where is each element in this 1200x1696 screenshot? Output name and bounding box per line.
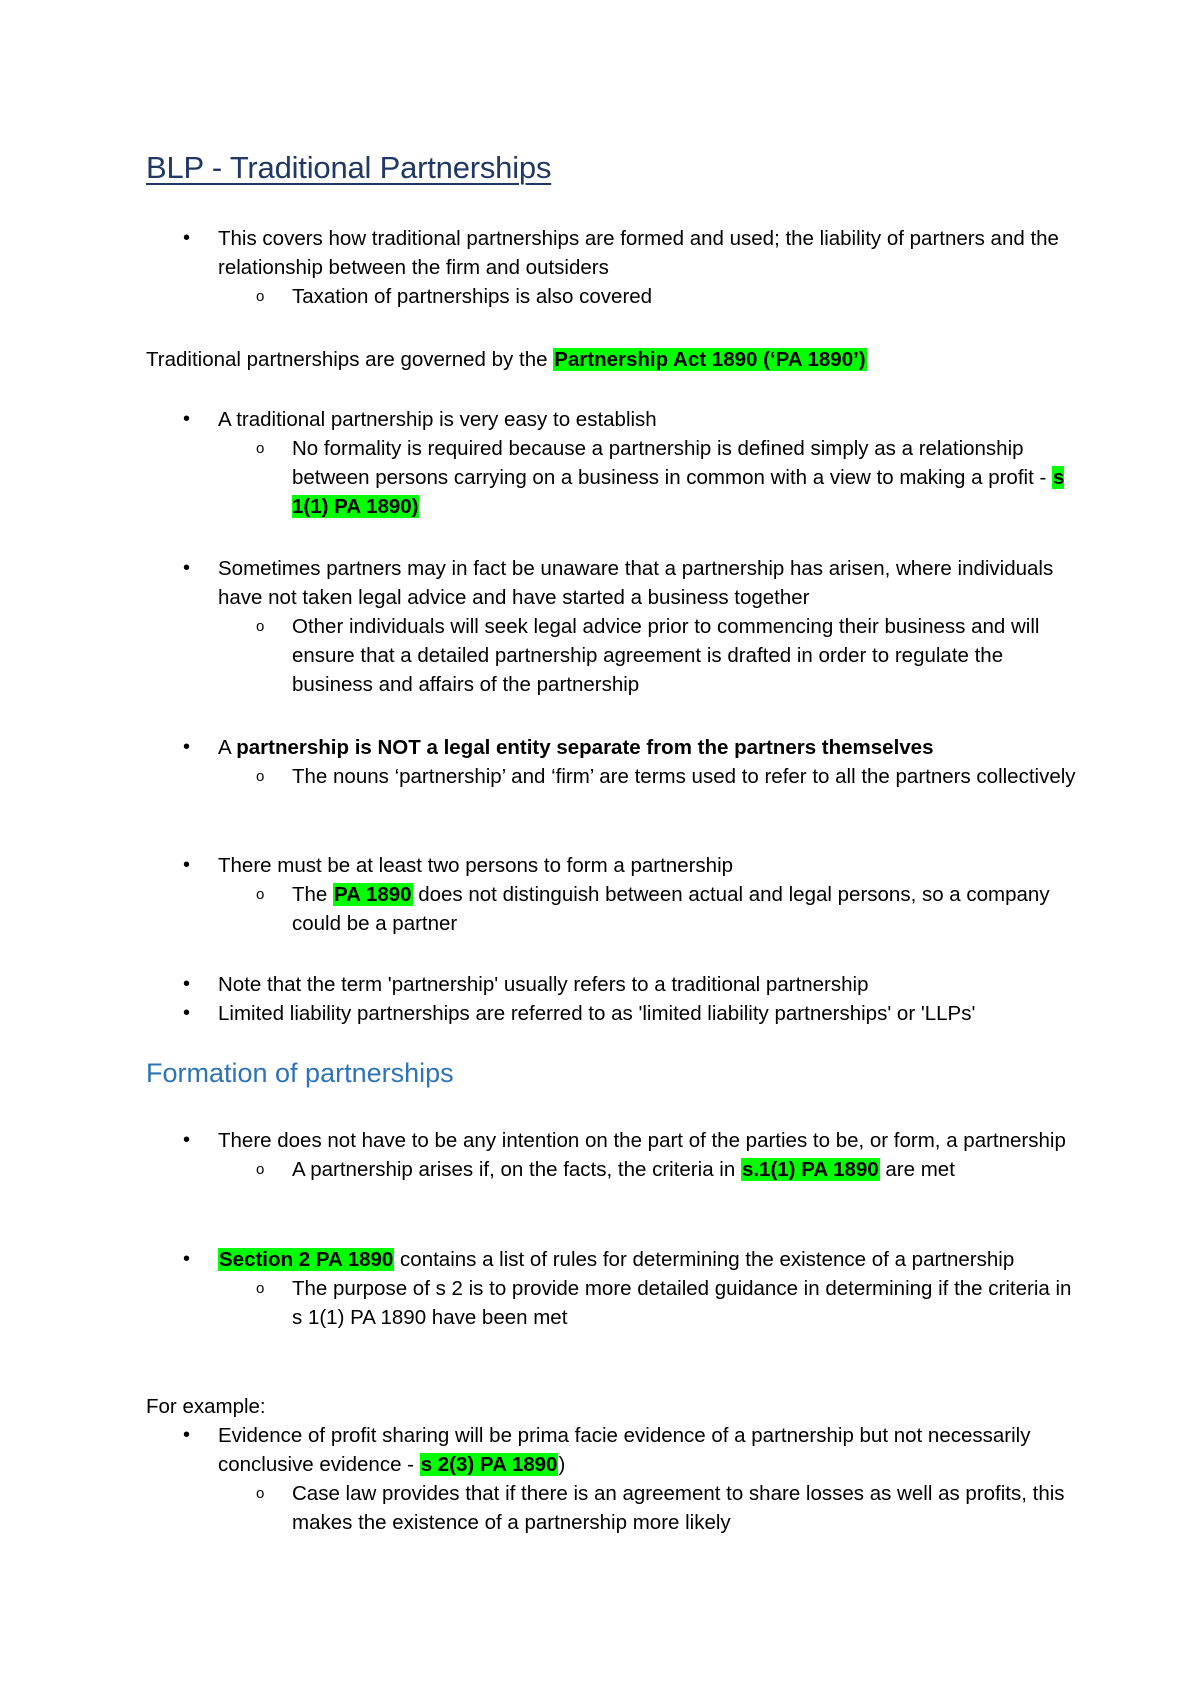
list-item-text: Limited liability partnerships are referred to as 'limited liability partnerships' or 'LLPs' [218,1002,976,1025]
highlighted-citation: s 2(3) PA 1890 [420,1453,558,1476]
list-item [146,1245,1086,1274]
highlighted-citation: PA 1890 [334,883,412,906]
sub-list-item-text: The purpose of s 2 is to provide more detailed guidance in determining if the criteria in s 1(1) PA 1890 have been met [292,1277,1072,1329]
sub-list-item [146,762,1086,791]
highlighted-citation: s 1(1) PA 1890) [292,466,1065,518]
circle-marker: o [256,618,265,635]
bullet-marker: • [183,973,191,995]
two-persons-bullet-block [146,851,1086,938]
list-item [146,1126,1086,1155]
bullet-marker: • [183,227,191,249]
sub-list-item-text: No formality is required because a partnership is defined simply as a relationship between persons carrying on a business in common with a view to making a profit - [292,437,1053,489]
circle-marker: o [256,886,265,903]
section2-bullet-block [146,1245,1086,1332]
paragraph-text: Traditional partnerships are governed by the [146,348,554,371]
sub-list-item [146,1479,1086,1537]
intention-bullet-block [146,1126,1086,1184]
list-item [146,733,1086,762]
section-heading-formation: Formation of partnerships [146,1058,454,1088]
bullet-marker: • [183,1248,191,1270]
list-item [146,554,1086,612]
bullet-marker: • [183,854,191,876]
profit-bullet-block [146,1421,1086,1537]
highlighted-citation: Section 2 PA 1890 [219,1248,394,1271]
list-item-text: A [218,736,237,759]
circle-marker: o [256,1280,265,1297]
sub-list-item-text: Other individuals will seek legal advice prior to commencing their business and will ensure that a detailed partnership agreement is drafted in order to regulate the business and affairs of the partnership [292,615,1040,696]
circle-marker: o [256,768,265,785]
list-item [146,851,1086,880]
establish-bullet-block [146,405,1086,521]
bullet-marker: • [183,1002,191,1024]
list-item [146,224,1086,282]
highlighted-citation: s.1(1) PA 1890 [741,1158,879,1181]
sub-list-item-text-post: are met [879,1158,955,1181]
sub-list-item-text: Case law provides that if there is an agreement to share losses as well as profits, this makes the existence of a partnership more likely [292,1482,1065,1534]
unaware-bullet-block [146,554,1086,699]
entity-bullet-block [146,733,1086,791]
list-item-text: This covers how traditional partnerships are formed and used; the liability of partners and the relationship between the firm and outsiders [218,227,1059,279]
list-item-text: Sometimes partners may in fact be unaware that a partnership has arisen, where individuals have not taken legal advice and have started a business together [218,557,1054,609]
circle-marker: o [256,1161,265,1178]
sub-list-item [146,434,1086,521]
notes-bullet-block [146,970,1086,1028]
list-item-text: A traditional partnership is very easy to establish [218,408,657,431]
sub-list-item-text: A partnership arises if, on the facts, the criteria in [292,1158,741,1181]
list-item [146,1421,1086,1479]
sub-list-item [146,1155,1086,1184]
sub-list-item [146,880,1086,938]
list-item-text: contains a list of rules for determining the existence of a partnership [394,1248,1015,1271]
sub-list-item [146,612,1086,699]
sub-list-item [146,282,1086,311]
circle-marker: o [256,1485,265,1502]
sub-list-item-text: The [292,883,334,906]
bullet-marker: • [183,557,191,579]
highlighted-citation: Partnership Act 1890 (‘PA 1890’) [554,348,866,371]
sub-list-item-text-post: does not distinguish between actual and legal persons, so a company could be a partner [292,883,1050,935]
circle-marker: o [256,288,265,305]
list-item-text: There must be at least two persons to form a partnership [218,854,734,877]
list-item-text: Evidence of profit sharing will be prima facie evidence of a partnership but not necessarily conclusive evidence - [218,1424,1031,1476]
list-item [146,405,1086,434]
bold-text: partnership is NOT a legal entity separate from the partners themselves [236,736,934,759]
sub-list-item-text: The nouns ‘partnership’ and ‘firm’ are terms used to refer to all the partners collectively [292,765,1076,788]
bullet-marker: • [183,408,191,430]
for-example-label: For example: [146,1395,266,1418]
circle-marker: o [256,440,265,457]
governed-paragraph [146,345,867,374]
bullet-marker: • [183,1424,191,1446]
list-item-text: Note that the term 'partnership' usually refers to a traditional partnership [218,973,869,996]
list-item [146,970,1086,999]
bullet-marker: • [183,1129,191,1151]
list-item-text: There does not have to be any intention on the part of the parties to be, or form, a partnership [218,1129,1066,1152]
list-item [146,999,1086,1028]
intro-bullet-block [146,224,1086,311]
sub-list-item-text: Taxation of partnerships is also covered [292,285,653,308]
bullet-marker: • [183,736,191,758]
document-title: BLP - Traditional Partnerships [146,150,552,185]
sub-list-item [146,1274,1086,1332]
list-item-text-post: ) [558,1453,566,1476]
